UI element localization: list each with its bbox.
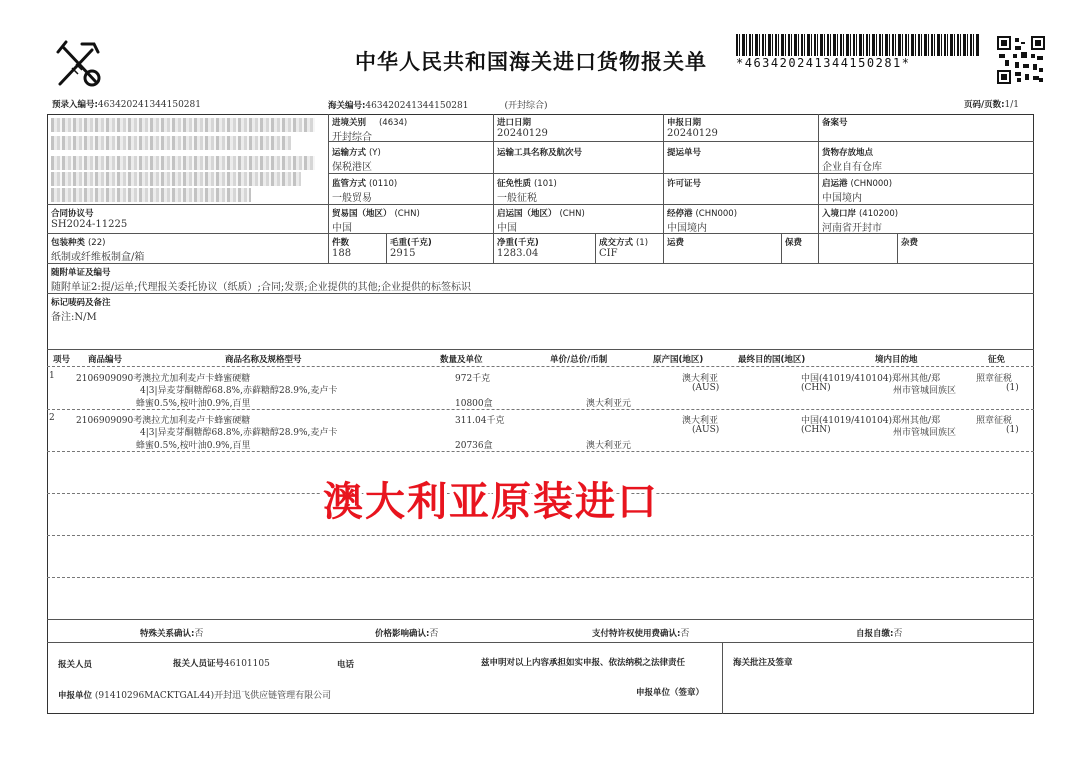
customs-approval-label: 海关批注及签章: [733, 658, 793, 668]
freight-label: 运费: [667, 238, 685, 248]
goods-row-2-origin: 澳大利亚: [682, 416, 719, 426]
attachments-value: 随附单证2:提/运单;代理报关委托协议（纸质）;合同;发票;企业提供的其他;企业提供的标签标识: [51, 282, 471, 293]
customs-number: 海关编号:463420241344150281 (开封综合): [328, 101, 548, 111]
record-no-label: 备案号: [822, 118, 848, 128]
goods-header-qty: 数量及单位: [440, 355, 483, 365]
goods-row-1-levy: 照章征税: [976, 374, 1013, 384]
dep-port-value: 中国境内: [822, 193, 862, 204]
goods-row-2-no: 2: [49, 413, 55, 423]
contract-value: SH2024-11225: [51, 219, 128, 230]
declare-date-value: 20240129: [667, 128, 718, 139]
redacted-text: [51, 118, 315, 132]
deal-label: 成交方式 (1): [599, 238, 649, 248]
page-title: 中华人民共和国海关进口货物报关单: [355, 50, 707, 74]
supervision-label: 监管方式 (0110): [332, 179, 398, 189]
redacted-text: [51, 136, 291, 150]
barcode-text: *463420241344150281*: [736, 56, 911, 70]
royalty-confirm: 支付特许权使用费确认:否: [592, 629, 690, 639]
self-pay-confirm: 自报自缴:否: [856, 629, 903, 639]
barcode: [736, 34, 980, 56]
phone-label: 电话: [337, 660, 355, 670]
entry-customs-value: 开封综合: [332, 132, 372, 143]
goods-row-1-dest: 中国(41019/410104)郑州其他/郑: [801, 374, 941, 384]
goods-row-1-qty2: 10800盒: [455, 399, 493, 409]
goods-row-1-code: 2106909090考澳拉尤加利麦卢卡蜂蜜硬糖: [76, 374, 251, 384]
storage-value: 企业自有仓库: [822, 162, 882, 173]
vehicle-label: 运输工具名称及航次号: [497, 148, 583, 158]
goods-row-2-currency: 澳大利亚元: [586, 441, 632, 451]
levy-value: 一般征税: [497, 193, 537, 204]
price-impact-confirm: 价格影响确认:否: [375, 629, 439, 639]
declarant-cert: 报关人员证号46101105: [173, 659, 270, 669]
import-date-label: 进口日期: [497, 118, 532, 128]
transport-label: 运输方式 (Y): [332, 148, 381, 158]
goods-row-2-qty2: 20736盒: [455, 441, 493, 451]
goods-row-2-code: 2106909090考澳拉尤加利麦卢卡蜂蜜硬糖: [76, 416, 251, 426]
dep-port-label: 启运港 (CHN000): [822, 179, 893, 189]
origin-country-value: 中国: [497, 223, 517, 234]
pre-entry-number: 预录入编号:463420241344150281: [52, 100, 201, 110]
goods-row-1-qty1: 972千克: [455, 374, 491, 384]
goods-row-1-levy-code: (1): [1006, 383, 1019, 393]
page-indicator: 页码/页数:1/1: [964, 100, 1019, 110]
misc-fee-label: 杂费: [901, 238, 919, 248]
redacted-text: [51, 156, 315, 170]
goods-row-2-origin-code: (AUS): [692, 425, 720, 435]
goods-row-1-dest-code: (CHN): [801, 383, 831, 393]
license-label: 许可证号: [667, 179, 702, 189]
deal-value: CIF: [599, 248, 618, 259]
goods-header-origin: 原产国(地区): [653, 355, 704, 365]
declaring-unit-seal-label: 申报单位（签章）: [636, 688, 705, 698]
via-port-value: 中国境内: [667, 223, 707, 234]
goods-row-1-no: 1: [49, 371, 55, 381]
attachments-label: 随附单证及编号: [51, 268, 111, 278]
goods-header-price: 单价/总价/币制: [550, 355, 608, 365]
marks-value: 备注:N/M: [51, 312, 97, 323]
goods-row-2-dest-code: (CHN): [801, 425, 831, 435]
goods-row-1-currency: 澳大利亚元: [586, 399, 632, 409]
entry-port-value: 河南省开封市: [822, 223, 882, 234]
declaration-statement: 兹申明对以上内容承担如实申报、依法纳税之法律责任: [481, 658, 686, 668]
entry-port-label: 入境口岸 (410200): [822, 209, 899, 219]
promo-overlay-text: 澳大利亚原装进口: [323, 479, 659, 525]
pack-label: 包装种类 (22): [51, 238, 106, 248]
goods-header-code: 商品编号: [88, 355, 123, 365]
goods-header-levy: 征免: [988, 355, 1006, 365]
contract-label: 合同协议号: [51, 209, 94, 219]
pack-value: 纸制或纤维板制盒/箱: [51, 252, 145, 263]
declarant-label: 报关人员: [58, 660, 93, 670]
goods-row-2-levy-code: (1): [1006, 425, 1019, 435]
goods-header-dest: 最终目的国(地区): [738, 355, 806, 365]
storage-label: 货物存放地点: [822, 148, 874, 158]
goods-row-2-domestic2: 州市管城回族区: [893, 428, 957, 438]
marks-label: 标记唛码及备注: [51, 298, 111, 308]
qr-code-icon: [997, 36, 1045, 84]
goods-header-name: 商品名称及规格型号: [225, 355, 302, 365]
origin-country-label: 启运国（地区） (CHN): [497, 209, 585, 219]
import-date-value: 20240129: [497, 128, 548, 139]
redacted-text: [51, 188, 251, 202]
net-weight-value: 1283.04: [497, 248, 539, 259]
trade-country-value: 中国: [332, 223, 352, 234]
declare-date-label: 申报日期: [667, 118, 702, 128]
goods-row-2-spec2: 蜂蜜0.5%,桉叶油0.9%,百里: [136, 441, 251, 451]
via-port-label: 经停港 (CHN000): [667, 209, 738, 219]
special-relation-confirm: 特殊关系确认:否: [140, 629, 204, 639]
redacted-text: [51, 172, 301, 186]
goods-row-1-spec1: 4|3|异麦芽酮糖醇68.8%,赤藓糖醇28.9%,麦卢卡: [140, 386, 338, 396]
goods-row-1-origin-code: (AUS): [692, 383, 720, 393]
goods-header-domestic: 境内目的地: [875, 355, 918, 365]
supervision-value: 一般贸易: [332, 193, 372, 204]
goods-row-2-spec1: 4|3|异麦芽酮糖醇68.8%,赤藓糖醇28.9%,麦卢卡: [140, 428, 338, 438]
declaring-unit: 申报单位 (91410296MACKTGAL44)开封迅飞供应链管理有限公司: [58, 691, 332, 701]
customs-emblem-icon: [52, 38, 108, 90]
goods-row-1-domestic2: 州市管城回族区: [893, 386, 957, 396]
transport-value: 保税港区: [332, 162, 372, 173]
goods-row-2-qty1: 311.04千克: [455, 416, 505, 426]
pieces-value: 188: [332, 248, 352, 259]
goods-row-1-spec2: 蜂蜜0.5%,桉叶油0.9%,百里: [136, 399, 251, 409]
goods-row-2-levy: 照章征税: [976, 416, 1013, 426]
pieces-label: 件数: [332, 238, 350, 248]
bill-label: 提运单号: [667, 148, 702, 158]
entry-customs-label: 进境关别 (4634): [332, 118, 408, 128]
goods-row-1-origin: 澳大利亚: [682, 374, 719, 384]
goods-header-no: 项号: [53, 355, 71, 365]
gross-weight-label: 毛重(千克): [390, 238, 432, 248]
trade-country-label: 贸易国（地区） (CHN): [332, 209, 420, 219]
goods-row-2-dest: 中国(41019/410104)郑州其他/郑: [801, 416, 941, 426]
levy-label: 征免性质 (101): [497, 179, 557, 189]
net-weight-label: 净重(千克): [497, 238, 539, 248]
insurance-label: 保费: [785, 238, 803, 248]
gross-weight-value: 2915: [390, 248, 416, 259]
